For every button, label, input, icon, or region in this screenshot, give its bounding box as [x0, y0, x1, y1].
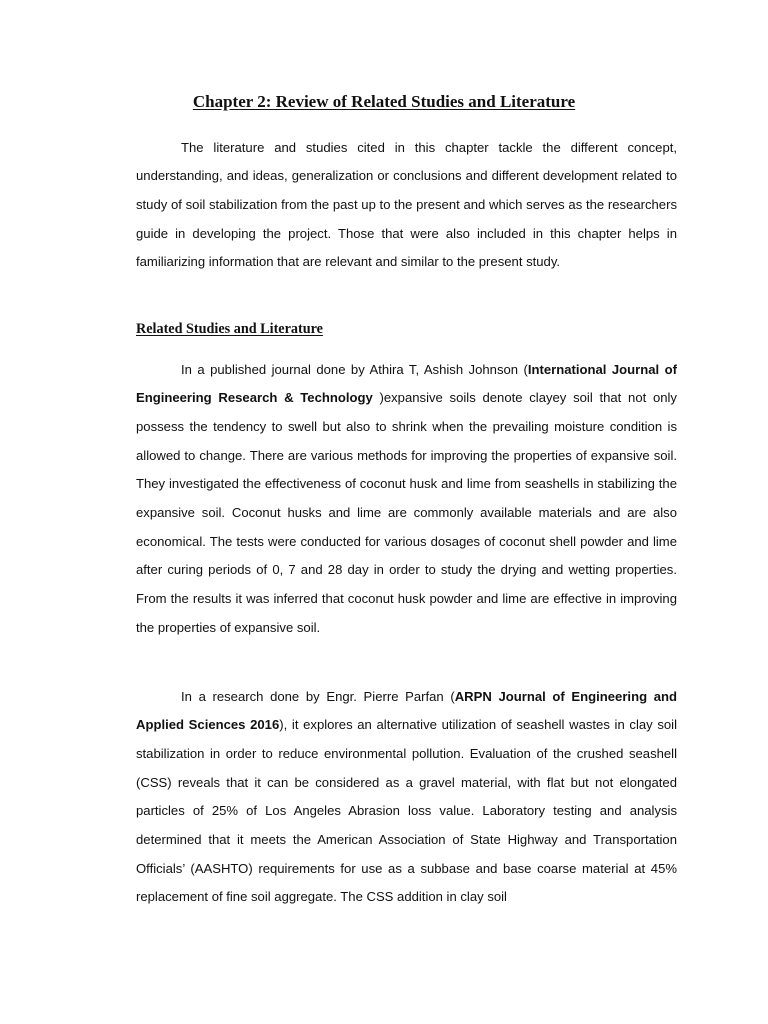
paragraph-body: ), it explores an alternative utilization of seashell wastes in clay soil stabilization in order to reduce environmental pollution. Evaluation of the crushed seashell (CSS) reveals that it can be considered as a gravel material, with flat but not elongated particles of 25% of Los Angeles Abrasion loss value. Laboratory testing and analysis determined that it meets the American Association of State Highway and Transportation Officials’ (AASHTO) requirements for use as a subbase and base coarse material at 45% replacement of fine soil aggregate. The CSS addition in clay soil: [136, 717, 677, 905]
paragraph-lead: In a research done by Engr. Pierre Parfan (: [181, 688, 455, 704]
intro-paragraph: The literature and studies cited in this chapter tackle the different concept, understanding, and ideas, generalization or conclusions and different development related to study of soil stabilization from the past up to the present and which serves as the researchers guide in developing the project. Those that were also included in this chapter helps in familiarizing information that are relevant and similar to the present study.: [136, 139, 677, 270]
journal-name: ARPN Journal of Engineering and Applied Sciences 2016: [136, 688, 677, 733]
paragraph-parfan: [136, 683, 677, 913]
paragraph-body: )expansive soils denote clayey soil that not only possess the tendency to swell but also to shrink when the prevailing moisture condition is allowed to change. There are various methods for improving the properties of expansive soil. They investigated the effectiveness of coconut husk and lime from seashells in stabilizing the expansive soil. Coconut husks and lime are commonly available materials and are also economical. The tests were conducted for various dosages of coconut shell powder and lime after curing periods of 0, 7 and 28 day in order to study the drying and wetting properties. From the results it was inferred that coconut husk powder and lime are effective in improving the properties of expansive soil.: [136, 390, 677, 635]
section-heading: Related Studies and Literature: [136, 321, 323, 337]
paragraph-lead: In a published journal done by Athira T, Ashish Johnson (: [181, 361, 528, 377]
chapter-title: Chapter 2: Review of Related Studies and Literature: [192, 92, 576, 111]
paragraph-athira-johnson: [136, 356, 677, 643]
journal-name: International Journal of Engineering Research & Technology: [136, 361, 677, 406]
